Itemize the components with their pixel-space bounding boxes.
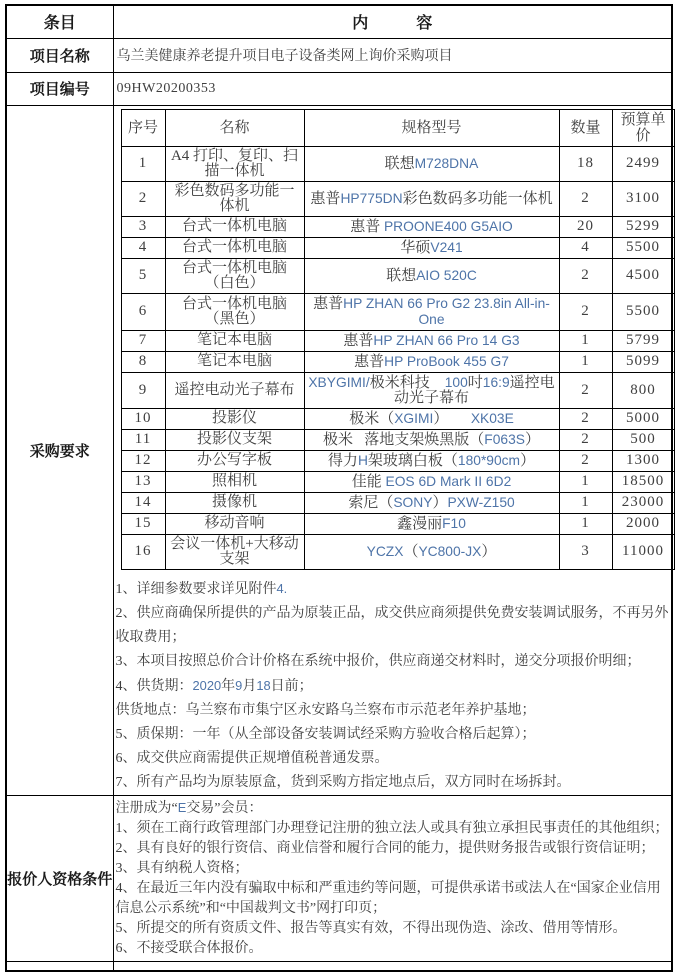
item-price: 5799: [612, 330, 674, 351]
project-name-value: 乌兰美健康养老提升项目电子设备类网上询价采购项目: [113, 38, 672, 72]
item-price: 2499: [612, 146, 674, 181]
procurement-label: 采购要求: [6, 105, 113, 795]
item-price: 4500: [612, 258, 674, 293]
item-no: 8: [121, 351, 165, 372]
note-line: 5、质保期：一年（从全部设备安装调试经采购方验收合格后起算）；: [115, 726, 536, 742]
qualification-list: [113, 795, 672, 961]
item-name: 台式一体机电脑（黑色）: [165, 293, 304, 330]
item-qty: 2: [559, 408, 612, 429]
item-row: [121, 146, 674, 181]
item-spec: 惠普HP ZHAN 66 Pro 14 G3: [304, 330, 559, 351]
item-qty: 2: [559, 450, 612, 471]
item-qty: 20: [559, 216, 612, 237]
note-line: 供货地点：乌兰察布市集宁区永安路乌兰察布市示范老年养护基地；: [115, 702, 536, 718]
item-name: 移动音响: [165, 513, 304, 534]
item-name: 投影仪: [165, 408, 304, 429]
item-name: 遥控电动光子幕布: [165, 372, 304, 408]
col-header-content: 内 容: [113, 5, 672, 38]
item-no: 15: [121, 513, 165, 534]
note-line: 1、详细参数要求详见附件4.: [115, 580, 288, 597]
item-spec: XBYGIMI/极米科技 100吋16:9遥控电动光子幕布: [304, 372, 559, 408]
item-spec: 惠普 PROONE400 G5AIO: [304, 216, 559, 237]
item-price: 800: [612, 372, 674, 408]
item-qty: 1: [559, 492, 612, 513]
item-qty: 2: [559, 181, 612, 216]
item-price: 2000: [612, 513, 674, 534]
item-qty: 2: [559, 372, 612, 408]
item-no: 1: [121, 146, 165, 181]
item-row: [121, 513, 674, 534]
item-no: 2: [121, 181, 165, 216]
note-line: 3、本项目按照总价合计价格在系统中报价，供应商递交材料时，递交分项报价明细；: [115, 653, 641, 669]
item-row: [121, 258, 674, 293]
item-price: 23000: [612, 492, 674, 513]
item-price: 5500: [612, 237, 674, 258]
item-spec: 惠普HP775DN彩色数码多功能一体机: [304, 181, 559, 216]
item-row: [121, 216, 674, 237]
col-header-qty: 数量: [559, 109, 612, 146]
item-qty: 1: [559, 471, 612, 492]
item-no: 12: [121, 450, 165, 471]
qualification-line: 2、具有良好的银行资信、商业信誉和履行合同的能力，提供财务报告或银行资信证明；: [115, 840, 655, 856]
note-line: 2、供应商确保所提供的产品为原装正品，成交供应商须提供免费安装调试服务，不再另外收取费用；: [115, 605, 669, 645]
project-number-label: 项目编号: [6, 72, 113, 105]
item-spec: 鑫漫丽F10: [304, 513, 559, 534]
qualification-line: 注册成为“E交易”会员：: [115, 799, 263, 816]
item-spec: 联想M728DNA: [304, 146, 559, 181]
item-spec: 华硕V241: [304, 237, 559, 258]
qualification-label: 报价人资格条件: [6, 795, 113, 961]
col-header-item: 条目: [6, 5, 113, 38]
item-row: [121, 351, 674, 372]
item-name: 笔记本电脑: [165, 330, 304, 351]
item-row: [121, 471, 674, 492]
item-spec: 极米 落地支架焕黑版（F063S）: [304, 429, 559, 450]
cutoff-row: [6, 961, 672, 971]
item-price: 5299: [612, 216, 674, 237]
item-qty: 4: [559, 237, 612, 258]
col-header-price: 预算单价: [612, 109, 674, 146]
note-line: 6、成交供应商需提供正规增值税普通发票。: [115, 750, 389, 766]
item-spec: 索尼（SONY）PXW-Z150: [304, 492, 559, 513]
procurement-row: [6, 105, 672, 795]
item-row: [121, 372, 674, 408]
item-no: 6: [121, 293, 165, 330]
project-number-value: 09HW20200353: [113, 72, 672, 105]
item-no: 10: [121, 408, 165, 429]
notes-list: [114, 572, 672, 795]
item-price: 5000: [612, 408, 674, 429]
item-name: 办公写字板: [165, 450, 304, 471]
items-table: [121, 109, 675, 570]
item-row: [121, 237, 674, 258]
qualification-line: 1、须在工商行政管理部门办理登记注册的独立法人或具有独立承担民事责任的其他组织；: [115, 820, 669, 836]
item-row: [121, 450, 674, 471]
item-qty: 1: [559, 513, 612, 534]
item-name: 台式一体机电脑（白色）: [165, 258, 304, 293]
item-no: 4: [121, 237, 165, 258]
header-row: [6, 5, 672, 38]
item-no: 14: [121, 492, 165, 513]
item-spec: 联想AIO 520C: [304, 258, 559, 293]
item-spec: 惠普HP ZHAN 66 Pro G2 23.8in All-in-One: [304, 293, 559, 330]
item-row: [121, 408, 674, 429]
item-name: 台式一体机电脑: [165, 216, 304, 237]
item-row: [121, 492, 674, 513]
item-name: 投影仪支架: [165, 429, 304, 450]
note-line: 7、所有产品均为原装原盒，货到采购方指定地点后，双方同时在场拆封。: [115, 774, 571, 790]
item-no: 16: [121, 534, 165, 569]
item-qty: 2: [559, 293, 612, 330]
item-price: 500: [612, 429, 674, 450]
item-name: 笔记本电脑: [165, 351, 304, 372]
col-header-no: 序号: [121, 109, 165, 146]
item-row: [121, 293, 674, 330]
item-name: 会议一体机+大移动支架: [165, 534, 304, 569]
qualification-line: 4、在最近三年内没有骗取中标和严重违约等问题，可提供承诺书或法人在“国家企业信用信息公示系统”和“中国裁判文书”网打印页；: [115, 880, 661, 916]
items-table-header: [121, 109, 674, 146]
items-tbody: [121, 146, 674, 569]
item-no: 3: [121, 216, 165, 237]
item-name: 彩色数码多功能一体机: [165, 181, 304, 216]
item-spec: 惠普HP ProBook 455 G7: [304, 351, 559, 372]
item-spec: 得力H架玻璃白板（180*90cm）: [304, 450, 559, 471]
qualification-row: [6, 795, 672, 961]
item-qty: 2: [559, 429, 612, 450]
item-no: 11: [121, 429, 165, 450]
item-qty: 3: [559, 534, 612, 569]
item-name: 台式一体机电脑: [165, 237, 304, 258]
item-no: 7: [121, 330, 165, 351]
item-row: [121, 534, 674, 569]
item-spec: YCZX（YC800-JX）: [304, 534, 559, 569]
item-row: [121, 330, 674, 351]
item-name: A4 打印、复印、扫描一体机: [165, 146, 304, 181]
item-price: 5500: [612, 293, 674, 330]
item-name: 摄像机: [165, 492, 304, 513]
qualification-line: 6、不接受联合体报价。: [115, 940, 263, 956]
qualification-line: 5、所提交的所有资质文件、报告等真实有效，不得出现伪造、涂改、借用等情形。: [115, 920, 627, 936]
item-price: 11000: [612, 534, 674, 569]
item-row: [121, 181, 674, 216]
item-qty: 2: [559, 258, 612, 293]
item-spec: 佳能 EOS 6D Mark II 6D2: [304, 471, 559, 492]
item-qty: 1: [559, 351, 612, 372]
item-no: 13: [121, 471, 165, 492]
project-name-row: [6, 38, 672, 72]
item-price: 18500: [612, 471, 674, 492]
item-no: 5: [121, 258, 165, 293]
procurement-content: [113, 105, 672, 795]
item-price: 3100: [612, 181, 674, 216]
item-qty: 1: [559, 330, 612, 351]
item-price: 1300: [612, 450, 674, 471]
document-table: [5, 4, 673, 972]
project-name-label: 项目名称: [6, 38, 113, 72]
item-no: 9: [121, 372, 165, 408]
col-header-spec: 规格型号: [304, 109, 559, 146]
item-qty: 18: [559, 146, 612, 181]
item-row: [121, 429, 674, 450]
item-price: 5099: [612, 351, 674, 372]
qualification-line: 3、具有纳税人资格；: [115, 860, 249, 876]
item-spec: 极米（XGIMI） XK03E: [304, 408, 559, 429]
project-number-row: [6, 72, 672, 105]
col-header-name: 名称: [165, 109, 304, 146]
item-name: 照相机: [165, 471, 304, 492]
note-line: 4、供货期：2020年9月18日前；: [115, 677, 313, 694]
